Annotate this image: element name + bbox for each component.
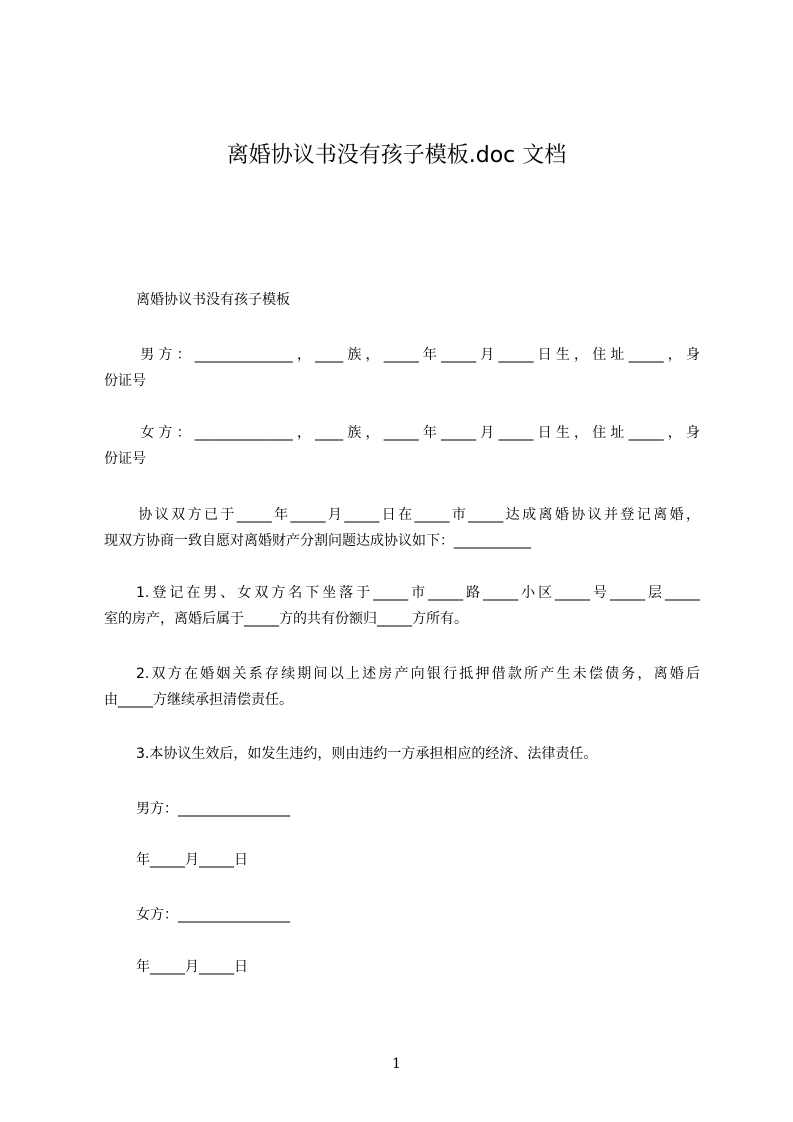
paragraph-line <box>104 420 700 446</box>
paragraph-line <box>104 446 700 472</box>
line-text: 由_____方继续承担清偿责任。 <box>104 692 293 708</box>
line-text: 份证号 <box>104 373 146 389</box>
line-text: 男方：______________，____族，_____年_____月_____日生，住址_____，身 <box>136 347 700 363</box>
paragraph-clause-3 <box>104 741 700 767</box>
line-text: 份证号 <box>104 451 146 467</box>
heading-text: 离婚协议书没有孩子模板 <box>136 292 290 308</box>
signature-male-text: 男方：________________ <box>136 801 290 817</box>
signature-female-text: 女方：________________ <box>136 907 290 923</box>
signature-male-date <box>104 847 700 873</box>
line-text: 3.本协议生效后，如发生违约，则由违约一方承担相应的经济、法律责任。 <box>136 746 598 762</box>
paragraph-line <box>104 502 700 528</box>
signature-male-date-text: 年_____月_____日 <box>136 852 248 868</box>
signature-female-date-text: 年_____月_____日 <box>136 959 248 975</box>
paragraph-clause-2 <box>104 661 700 713</box>
paragraph-line <box>104 368 700 394</box>
paragraph-line <box>104 687 700 713</box>
signature-female-date <box>104 954 700 980</box>
line-text: 室的房产，离婚后属于_____方的共有份额归_____方所有。 <box>104 611 468 627</box>
paragraph-agreement-intro <box>104 502 700 554</box>
paragraph-line <box>104 661 700 687</box>
document-heading <box>104 287 700 313</box>
paragraph-line <box>104 528 700 554</box>
paragraph-female-info <box>104 420 700 472</box>
paragraph-clause-1 <box>104 580 700 632</box>
line-text: 协议双方已于_____年_____月_____日在_____市_____达成离婚协议并登记离婚， <box>136 507 700 523</box>
paragraph-line <box>104 580 700 606</box>
paragraph-line <box>104 741 700 767</box>
paragraph-male-info <box>104 342 700 394</box>
line-text: 现双方协商一致自愿对离婚财产分割问题达成协议如下：___________ <box>104 533 531 549</box>
document-title: 离婚协议书没有孩子模板.doc 文档 <box>226 143 567 168</box>
line-text: 女方：______________，____族，_____年_____月_____日生，住址_____，身 <box>136 425 700 441</box>
paragraph-line <box>104 342 700 368</box>
line-text: 2.双方在婚姻关系存续期间以上述房产向银行抵押借款所产生未偿债务，离婚后 <box>136 666 700 682</box>
line-text: 1.登记在男、女双方名下坐落于_____市_____路_____小区_____号_____层_____ <box>136 585 700 601</box>
signature-female <box>104 902 700 928</box>
paragraph-line <box>104 606 700 632</box>
page-number: 1 <box>392 1056 401 1072</box>
signature-male <box>104 796 700 822</box>
